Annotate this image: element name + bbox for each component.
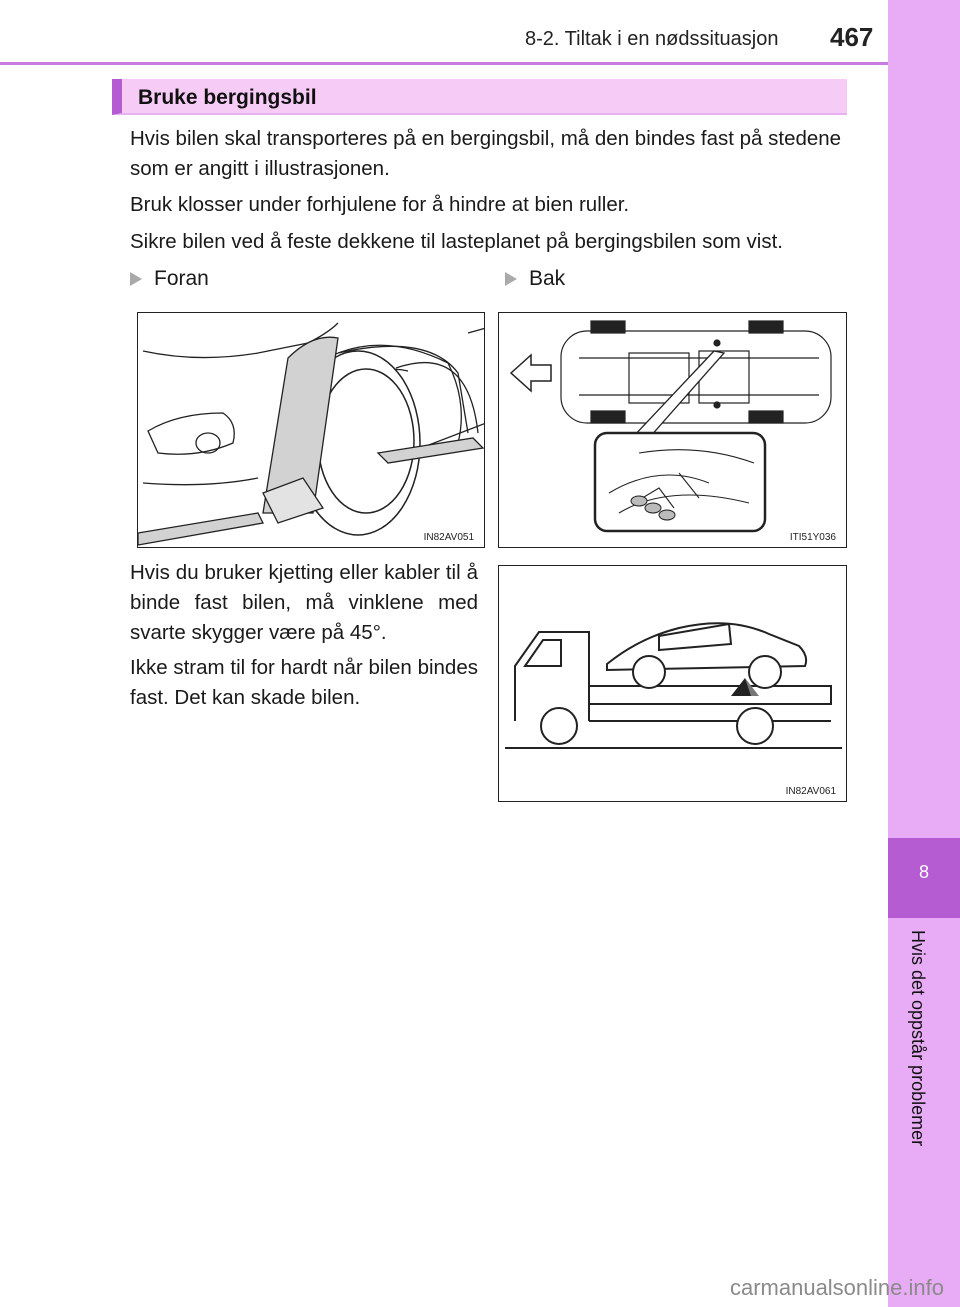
header-section-title: 8-2. Tiltak i en nødssituasjon bbox=[525, 28, 779, 50]
bullet-triangle-icon bbox=[505, 272, 517, 286]
figure-code: IN82AV051 bbox=[423, 532, 474, 543]
figure-truck bbox=[498, 565, 847, 802]
footer-watermark: carmanualsonline.info bbox=[729, 1275, 944, 1300]
header-rule bbox=[0, 62, 888, 65]
chapter-label: Hvis det oppstår problemer bbox=[908, 930, 928, 1147]
section-header bbox=[112, 79, 847, 115]
figure-code: IN82AV061 bbox=[785, 786, 836, 797]
paragraph-intro: Hvis bilen skal transporteres på en bergingsbil, må den bindes fast på stedene som er angitt i illustrasjonen. bbox=[130, 127, 842, 180]
paragraph-caution: Ikke stram til for hardt når bilen bindes fast. Det kan skade bilen. bbox=[130, 656, 478, 709]
figure-front-tiedown bbox=[137, 312, 485, 548]
truck-illustration bbox=[499, 566, 847, 802]
bullet-rear-label: Bak bbox=[529, 267, 566, 290]
page-number: 467 bbox=[830, 22, 874, 52]
rear-underbody-illustration bbox=[499, 313, 847, 548]
section-title: Bruke bergingsbil bbox=[138, 86, 317, 109]
bullet-triangle-icon bbox=[130, 272, 142, 286]
front-wheel-illustration bbox=[138, 313, 485, 548]
bullet-front-label: Foran bbox=[154, 267, 209, 290]
chapter-tab[interactable] bbox=[888, 838, 960, 918]
bullet-front bbox=[130, 267, 209, 291]
paragraph-chain-angle: Hvis du bruker kjetting eller kabler til å binde fast bilen, må vinklene med svarte skygger være på 45°. bbox=[130, 561, 478, 644]
figure-rear-tiedown bbox=[498, 312, 847, 548]
paragraph-secure: Sikre bilen ved å feste dekkene til lasteplanet på bergingsbilen som vist. bbox=[130, 230, 783, 253]
figure-code: ITI51Y036 bbox=[789, 532, 836, 543]
chapter-number: 8 bbox=[918, 862, 929, 882]
paragraph-wheel-chocks: Bruk klosser under forhjulene for å hindre at bien ruller. bbox=[130, 193, 630, 216]
bullet-rear bbox=[505, 267, 565, 291]
